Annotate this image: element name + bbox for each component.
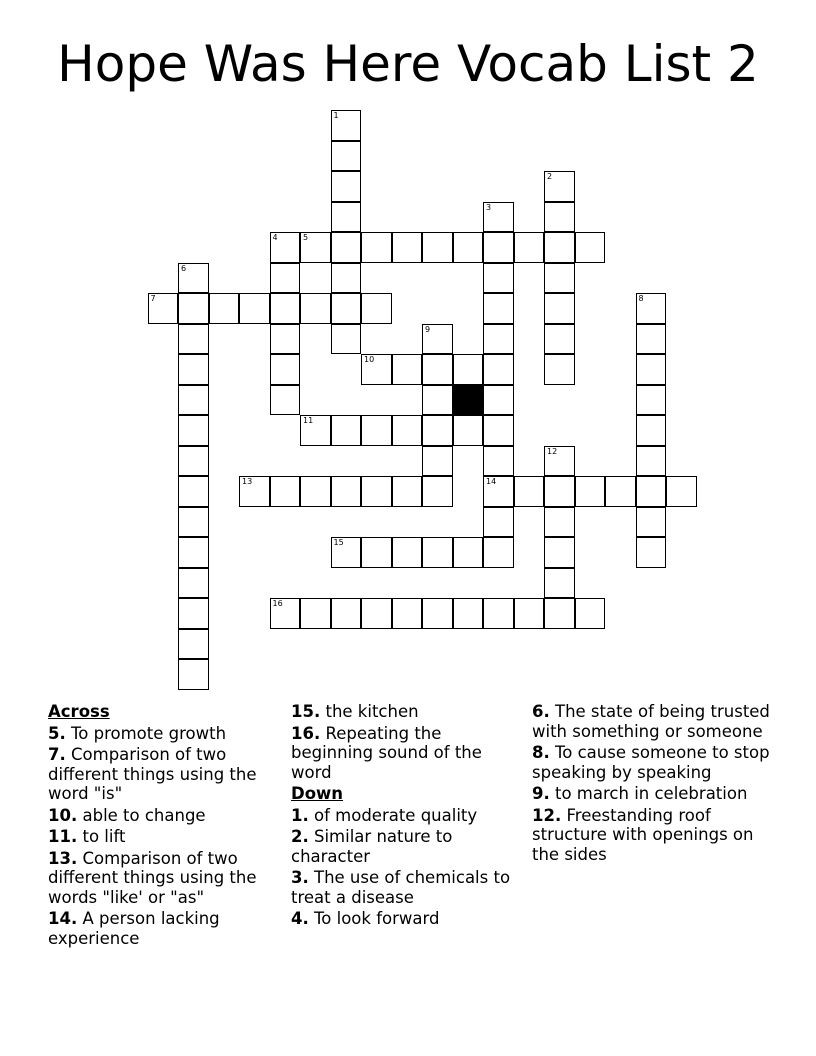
clue-text: To promote growth [71, 723, 227, 743]
clue-text: Comparison of two different things using the words "like' or "as" [48, 848, 257, 907]
crossword-cell[interactable] [178, 385, 209, 416]
clue-number-label: 1. [291, 805, 309, 825]
clue-number: 15 [333, 538, 344, 547]
clue-text: To look forward [314, 909, 440, 928]
crossword-black-cell [453, 385, 484, 416]
crossword-cell[interactable] [178, 476, 209, 507]
clue-number: 5 [303, 233, 309, 242]
clue-item [291, 724, 521, 783]
crossword-cell[interactable] [331, 263, 362, 294]
crossword-cell[interactable] [331, 598, 362, 629]
crossword-cell[interactable] [331, 476, 362, 507]
crossword-cell[interactable] [361, 232, 392, 263]
clue-number-label: 8. [532, 743, 550, 762]
crossword-cell[interactable] [666, 476, 697, 507]
crossword-cell[interactable] [178, 354, 209, 385]
clue-number-label: 9. [532, 784, 550, 803]
crossword-cell[interactable] [331, 324, 362, 355]
clue-number-label: 7. [48, 745, 66, 764]
crossword-cell[interactable] [544, 232, 575, 263]
clue-number-label: 5. [48, 723, 66, 743]
clue-text: the kitchen [325, 702, 419, 721]
crossword-cell[interactable] [422, 598, 453, 629]
crossword-cell[interactable] [636, 354, 667, 385]
crossword-cell[interactable] [270, 263, 301, 294]
crossword-cell[interactable] [575, 232, 606, 263]
crossword-cell[interactable] [361, 598, 392, 629]
crossword-cell[interactable] [300, 476, 331, 507]
crossword-cell[interactable] [483, 324, 514, 355]
crossword-cell[interactable] [514, 598, 545, 629]
crossword-cell[interactable] [239, 293, 270, 324]
clue-item [532, 806, 772, 865]
clue-text: to lift [82, 827, 126, 846]
crossword-cell[interactable] [178, 629, 209, 660]
clue-item [291, 827, 521, 866]
crossword-cell[interactable] [544, 202, 575, 233]
crossword-cell[interactable] [483, 598, 514, 629]
crossword-cell[interactable] [178, 507, 209, 538]
clue-item [291, 702, 521, 722]
crossword-cell[interactable] [300, 415, 331, 446]
crossword-cell[interactable] [422, 354, 453, 385]
crossword-cell[interactable] [422, 476, 453, 507]
crossword-cell[interactable] [422, 232, 453, 263]
clue-text: A person lacking experience [48, 909, 220, 948]
crossword-cell[interactable] [483, 446, 514, 477]
clues-column-3 [532, 702, 772, 866]
clue-item [532, 784, 772, 804]
clue-number: 1 [333, 111, 339, 120]
crossword-cell[interactable] [636, 324, 667, 355]
crossword-cell[interactable] [605, 476, 636, 507]
across-heading: Across [48, 702, 110, 721]
crossword-cell[interactable] [331, 415, 362, 446]
crossword-cell[interactable] [270, 293, 301, 324]
crossword-cell[interactable] [483, 354, 514, 385]
clue-item [291, 909, 521, 929]
clue-number: 14 [486, 477, 497, 486]
crossword-cell[interactable] [392, 476, 423, 507]
crossword-cell[interactable] [636, 507, 667, 538]
crossword-cell[interactable] [392, 232, 423, 263]
clue-item [291, 868, 521, 907]
crossword-cell[interactable] [544, 354, 575, 385]
crossword-cell[interactable] [453, 354, 484, 385]
crossword-cell[interactable] [575, 598, 606, 629]
crossword-cell[interactable] [209, 293, 240, 324]
crossword-cell[interactable] [544, 598, 575, 629]
down-heading: Down [291, 784, 344, 803]
crossword-cell[interactable] [636, 476, 667, 507]
crossword-cell[interactable] [331, 171, 362, 202]
crossword-cell[interactable] [636, 385, 667, 416]
clue-number: 2 [547, 172, 553, 181]
crossword-cell[interactable] [483, 537, 514, 568]
crossword-cell[interactable] [544, 446, 575, 477]
clue-number-label: 14. [48, 909, 78, 928]
clue-item [532, 743, 772, 782]
crossword-cell[interactable] [178, 263, 209, 294]
page-title: Hope Was Here Vocab List 2 [57, 35, 759, 93]
crossword-cell[interactable] [392, 354, 423, 385]
clue-text: Comparison of two different things using the word "is" [48, 745, 257, 803]
crossword-cell[interactable] [483, 385, 514, 416]
crossword-cell[interactable] [453, 598, 484, 629]
clue-number: 16 [272, 599, 283, 608]
clue-number: 7 [150, 294, 156, 303]
crossword-cell[interactable] [331, 232, 362, 263]
crossword-cell[interactable] [636, 293, 667, 324]
crossword-cell[interactable] [544, 507, 575, 538]
crossword-cell[interactable] [483, 263, 514, 294]
clue-number: 4 [272, 233, 278, 242]
clue-number-label: 11. [48, 827, 78, 846]
clue-text: The use of chemicals to treat a disease [291, 868, 511, 907]
crossword-cell[interactable] [392, 415, 423, 446]
crossword-cell[interactable] [483, 415, 514, 446]
crossword-cell[interactable] [544, 568, 575, 599]
crossword-cell[interactable] [178, 537, 209, 568]
crossword-cell[interactable] [178, 568, 209, 599]
clue-number-label: 4. [291, 909, 309, 928]
crossword-cell[interactable] [544, 171, 575, 202]
crossword-cell[interactable] [178, 659, 209, 690]
crossword-cell[interactable] [331, 202, 362, 233]
crossword-cell[interactable] [331, 141, 362, 172]
clue-text: Similar nature to character [291, 827, 453, 866]
crossword-cell[interactable] [422, 537, 453, 568]
clue-number: 13 [242, 477, 253, 486]
crossword-cell[interactable] [514, 476, 545, 507]
clue-number-label: 10. [48, 805, 78, 825]
clue-item [48, 806, 280, 826]
crossword-cell[interactable] [361, 537, 392, 568]
clue-item [291, 806, 521, 826]
crossword-cell[interactable] [361, 476, 392, 507]
clue-text: To cause someone to stop speaking by speaking [532, 743, 770, 782]
crossword-cell[interactable] [483, 232, 514, 263]
clue-item [532, 702, 772, 741]
clues-column-2 [291, 702, 521, 931]
crossword-cell[interactable] [270, 476, 301, 507]
crossword-cell[interactable] [575, 476, 606, 507]
clue-number-label: 6. [532, 702, 550, 721]
clue-number: 6 [181, 263, 187, 273]
clue-item [48, 909, 280, 948]
crossword-cell[interactable] [392, 598, 423, 629]
clue-number: 12 [547, 446, 558, 456]
crossword-cell[interactable] [331, 537, 362, 568]
clue-text: to march in celebration [555, 784, 748, 803]
crossword-cell[interactable] [361, 415, 392, 446]
crossword-cell[interactable] [392, 537, 423, 568]
crossword-cell[interactable] [483, 507, 514, 538]
crossword-cell[interactable] [514, 232, 545, 263]
crossword-cell[interactable] [270, 598, 301, 629]
crossword-cell[interactable] [422, 415, 453, 446]
crossword-cell[interactable] [636, 415, 667, 446]
crossword-cell[interactable] [178, 324, 209, 355]
crossword-cell[interactable] [453, 537, 484, 568]
crossword-cell[interactable] [300, 232, 331, 263]
crossword-cell[interactable] [178, 446, 209, 477]
crossword-cell[interactable] [483, 476, 514, 507]
crossword-cell[interactable] [544, 476, 575, 507]
clue-item [48, 849, 280, 908]
clue-number-label: 13. [48, 848, 78, 868]
crossword-cell[interactable] [544, 293, 575, 324]
crossword-cell[interactable] [544, 324, 575, 355]
clue-number: 9 [425, 324, 431, 334]
clue-number: 8 [638, 294, 644, 303]
crossword-cell[interactable] [300, 598, 331, 629]
crossword-cell[interactable] [636, 446, 667, 477]
crossword-cell[interactable] [361, 354, 392, 385]
crossword-cell[interactable] [422, 324, 453, 355]
clue-text: The state of being trusted with something or someone [532, 702, 770, 741]
crossword-cell[interactable] [422, 385, 453, 416]
crossword-cell[interactable] [453, 232, 484, 263]
crossword-cell[interactable] [331, 293, 362, 324]
clue-text: able to change [82, 805, 206, 825]
clue-text: Repeating the beginning sound of the word [291, 723, 482, 782]
clue-text: of moderate quality [314, 805, 478, 825]
clue-item [48, 724, 280, 744]
crossword-cell[interactable] [148, 293, 179, 324]
crossword-cell[interactable] [544, 263, 575, 294]
clue-number: 11 [303, 416, 314, 425]
clue-item [48, 827, 280, 847]
clue-number-label: 12. [532, 805, 562, 825]
crossword-cell[interactable] [331, 110, 362, 141]
crossword-cell[interactable] [422, 446, 453, 477]
crossword-cell[interactable] [361, 293, 392, 324]
clue-number-label: 3. [291, 868, 309, 887]
clue-number-label: 2. [291, 827, 309, 846]
crossword-cell[interactable] [270, 232, 301, 263]
crossword-cell[interactable] [178, 415, 209, 446]
clues-column-1 [48, 702, 280, 950]
crossword-cell[interactable] [178, 598, 209, 629]
clue-text: Freestanding roof structure with openings on the sides [532, 805, 754, 864]
crossword-cell[interactable] [636, 537, 667, 568]
crossword-cell[interactable] [453, 415, 484, 446]
clue-number-label: 15. [291, 702, 321, 721]
crossword-cell[interactable] [483, 293, 514, 324]
crossword-cell[interactable] [483, 202, 514, 233]
clue-number: 10 [364, 355, 375, 364]
crossword-cell[interactable] [239, 476, 270, 507]
crossword-cell[interactable] [270, 354, 301, 385]
crossword-cell[interactable] [270, 385, 301, 416]
crossword-cell[interactable] [270, 324, 301, 355]
clue-number-label: 16. [291, 723, 321, 743]
crossword-cell[interactable] [178, 293, 209, 324]
crossword-cell[interactable] [300, 293, 331, 324]
clue-item [48, 745, 280, 804]
crossword-cell[interactable] [544, 537, 575, 568]
clue-number: 3 [486, 202, 492, 212]
